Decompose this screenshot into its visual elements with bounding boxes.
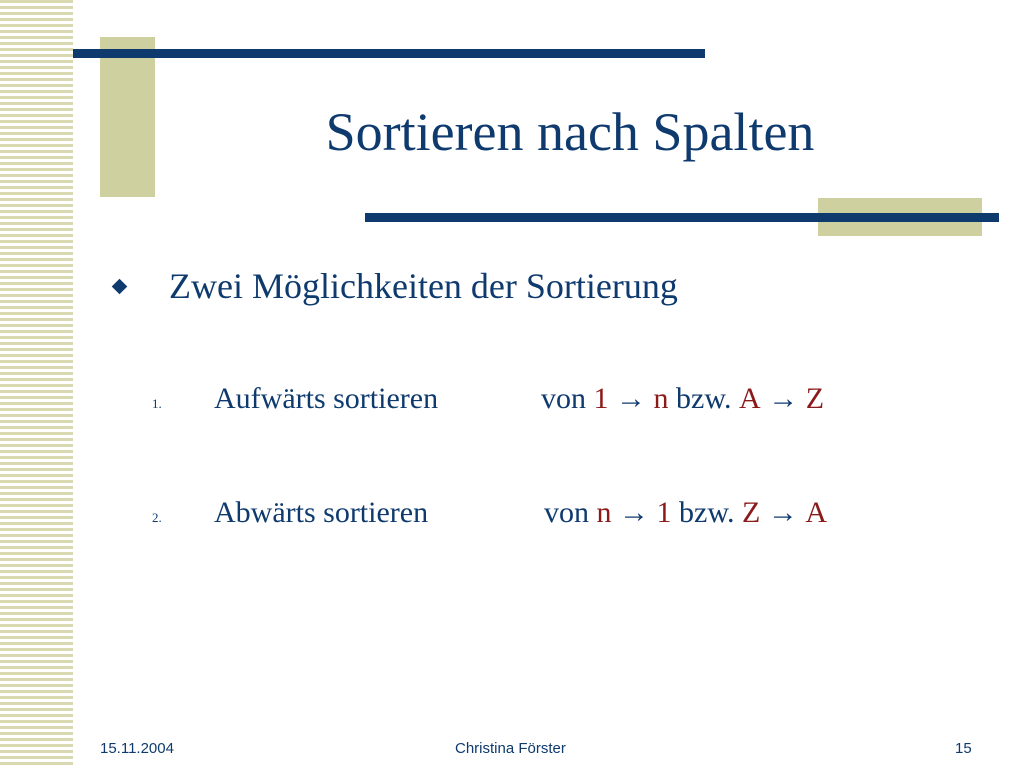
list-item xyxy=(152,382,824,426)
list-item-to2: A xyxy=(805,496,828,529)
footer-date: 15.11.2004 xyxy=(100,740,174,757)
list-item-label: Aufwärts sortieren xyxy=(214,382,439,415)
list-item-to2: Z xyxy=(805,382,825,415)
arrow-icon: → xyxy=(767,496,798,529)
main-bullet-text: Zwei Möglichkeiten der Sortierung xyxy=(169,266,678,306)
main-bullet xyxy=(108,262,678,310)
footer-author: Christina Förster xyxy=(455,740,566,757)
list-item-number: 1. xyxy=(152,396,162,411)
list-item-number: 2. xyxy=(152,510,162,525)
list-item-from: 1 xyxy=(593,382,609,415)
list-item-bzw: bzw. xyxy=(679,496,735,529)
left-stripe-decoration xyxy=(0,0,73,768)
diamond-bullet-icon xyxy=(112,278,128,294)
list-item-to: 1 xyxy=(656,496,672,529)
title-rule-bottom xyxy=(365,213,999,222)
arrow-icon: → xyxy=(619,496,649,529)
list-item-bzw: bzw. xyxy=(676,382,732,415)
list-item-von: von xyxy=(544,496,589,529)
title-accent-block-left xyxy=(100,37,155,197)
footer-page-number: 15 xyxy=(955,740,972,757)
slide-title: Sortieren nach Spalten xyxy=(325,102,815,162)
list-item-to: n xyxy=(653,382,669,415)
list-item xyxy=(152,496,827,540)
list-item-von: von xyxy=(541,382,586,415)
list-item-from2: A xyxy=(739,382,761,415)
list-item-from2: Z xyxy=(742,496,761,529)
arrow-icon: → xyxy=(768,382,799,415)
title-rule-top xyxy=(73,49,705,58)
arrow-icon: → xyxy=(616,382,646,415)
list-item-label: Abwärts sortieren xyxy=(214,496,429,529)
list-item-from: n xyxy=(596,496,612,529)
